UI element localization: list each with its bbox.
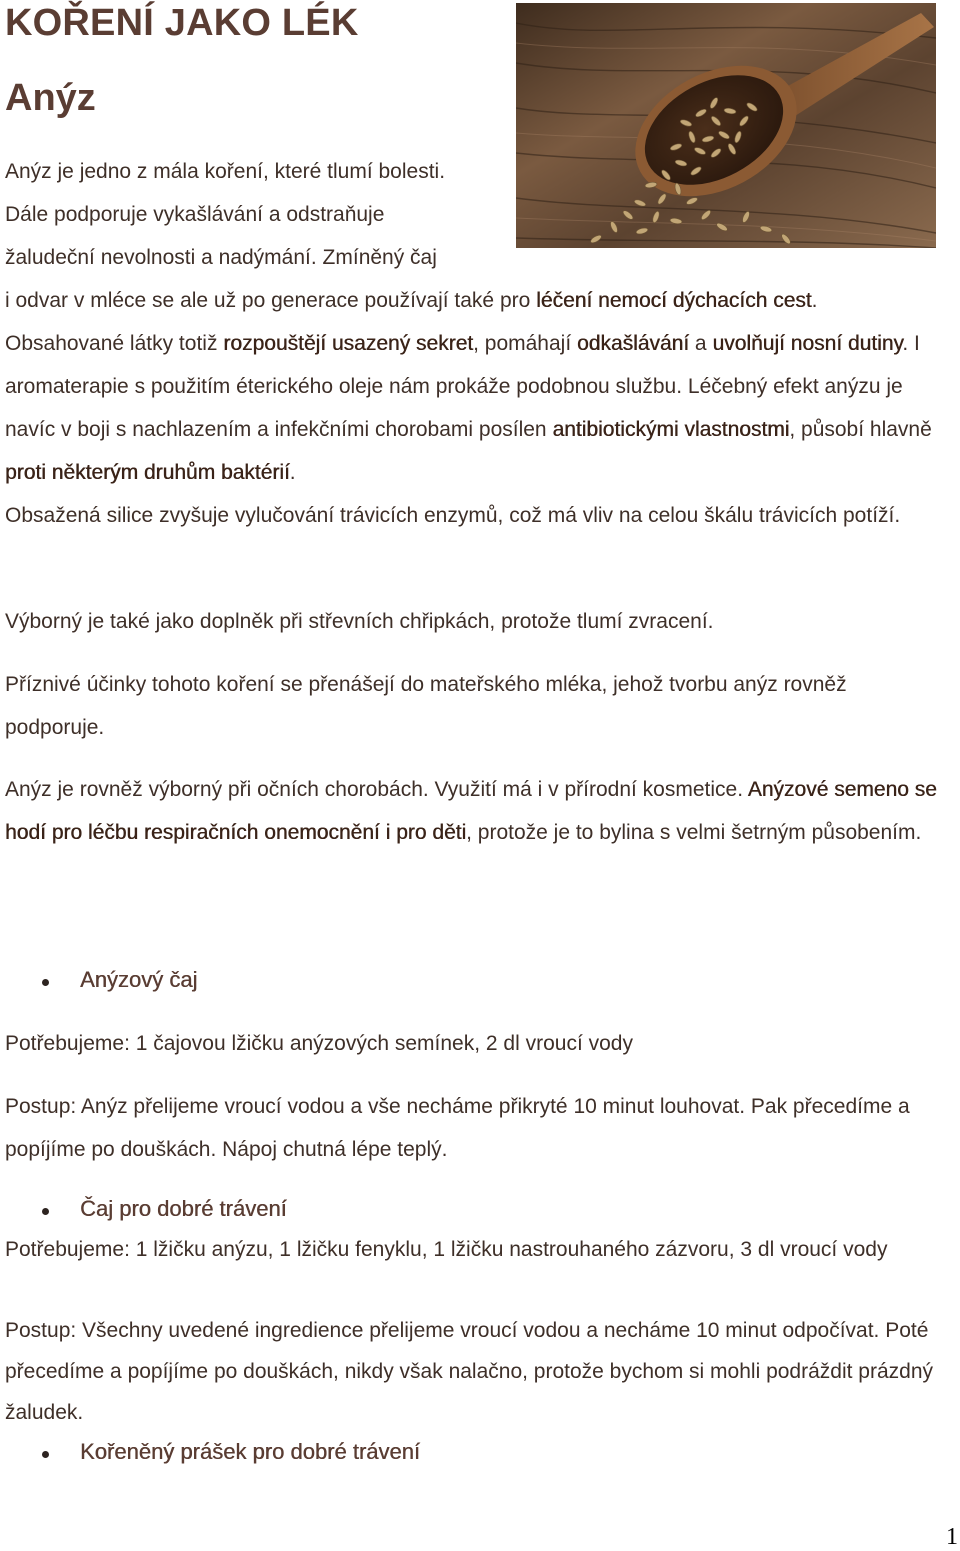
intro-text: a (689, 332, 713, 355)
intro-text: Obsahované látky totiž (5, 332, 224, 355)
bullet-dot-icon (42, 1208, 49, 1215)
recipe-title: Kořeněný prášek pro dobré trávení (80, 1439, 420, 1464)
paragraph-flu: Výborný je také jako doplněk při střevních chřipkách, protože tlumí zvracení. (5, 610, 714, 633)
paragraph-milk: Příznivé účinky tohoto koření se přenášejí do mateřského mléka, jehož tvorbu anýz rovněž podporuje. (5, 673, 847, 739)
recipe-2-steps: Postup: Všechny uvedené ingredience přelijeme vroucí vodou a necháme 10 minut odpočívat. Poté přecedíme a popíjíme po douškách, nikdy však nalačno, protože bychom si mohli podráždit prázdný žaludek. (5, 1319, 933, 1424)
wooden-spoon-anise-seeds-icon (516, 3, 936, 248)
intro-line-1: Anýz je jedno z mála koření, které tlumí bolesti. (5, 160, 446, 183)
page-number: 1 (946, 1524, 958, 1550)
recipe-1-steps: Postup: Anýz přelijeme vroucí vodou a vše necháme přikryté 10 minut louhovat. Pak přecedíme a popíjíme po douškách. Nápoj chutná lépe teplý. (5, 1095, 910, 1161)
recipe-2-ingredients: Potřebujeme: 1 lžičku anýzu, 1 lžičku fenyklu, 1 lžičku nastrouhaného zázvoru, 3 dl vroucí vody (5, 1238, 888, 1261)
paragraph-text: , protože je to bylina s velmi šetrným působením. (466, 821, 922, 844)
intro-text: , pomáhají (473, 332, 577, 355)
highlight-dutiny: uvolňují nosní dutiny (712, 332, 903, 355)
recipe-title: Anýzový čaj (80, 967, 198, 992)
recipe-1-ingredients: Potřebujeme: 1 čajovou lžičku anýzových semínek, 2 dl vroucí vody (5, 1032, 633, 1055)
highlight-odkaslavani: odkašlávání (577, 332, 690, 355)
anise-spoon-photo (516, 3, 936, 248)
section-title-aniz: Anýz (5, 77, 96, 119)
intro-text: i odvar v mléce se ale už po generace používají také pro (5, 289, 537, 312)
bullet-dot-icon (42, 1451, 49, 1458)
highlight-seed: Anýzové semeno se hodí pro léčbu respiračních onemocnění i (5, 778, 937, 844)
intro-line-2: Dále podporuje vykašlávání a odstraňuje (5, 203, 385, 226)
intro-text: . (289, 461, 296, 484)
highlight-antibiotic: antibiotickými vlastnostmi (552, 418, 790, 441)
intro-text: Obsažená silice zvyšuje vylučování trávicích enzymů, což má vliv na celou škálu trávicích potíží. (5, 504, 901, 527)
paragraph-eyes (5, 768, 950, 854)
intro-paragraph (5, 279, 950, 537)
intro-line-3: žaludeční nevolnosti a nadýmání. Zmíněný čaj (5, 246, 437, 269)
bullet-dot-icon (42, 979, 49, 986)
paragraph-text: Anýz je rovněž výborný při očních chorobách. Využití má i v přírodní kosmetice. (5, 778, 748, 801)
document-title: KOŘENÍ JAKO LÉK (5, 2, 359, 44)
intro-text: . I aromaterapie s použitím éterického oleje nám prokáže podobnou službu. Léčebný efekt anýzu je navíc v boji s nachlazením a infekčními chorobami posílen (5, 332, 920, 441)
highlight-children: pro děti (396, 821, 467, 844)
intro-text: , působí hlavně (789, 418, 932, 441)
recipe-title: Čaj pro dobré trávení (80, 1196, 287, 1221)
highlight-sekret: rozpouštějí usazený sekret (223, 332, 474, 355)
intro-text: . (811, 289, 818, 312)
highlight-bacteria: proti některým druhům baktérií (5, 461, 290, 484)
highlight-respiratory: léčení nemocí dýchacích cest (536, 289, 812, 312)
